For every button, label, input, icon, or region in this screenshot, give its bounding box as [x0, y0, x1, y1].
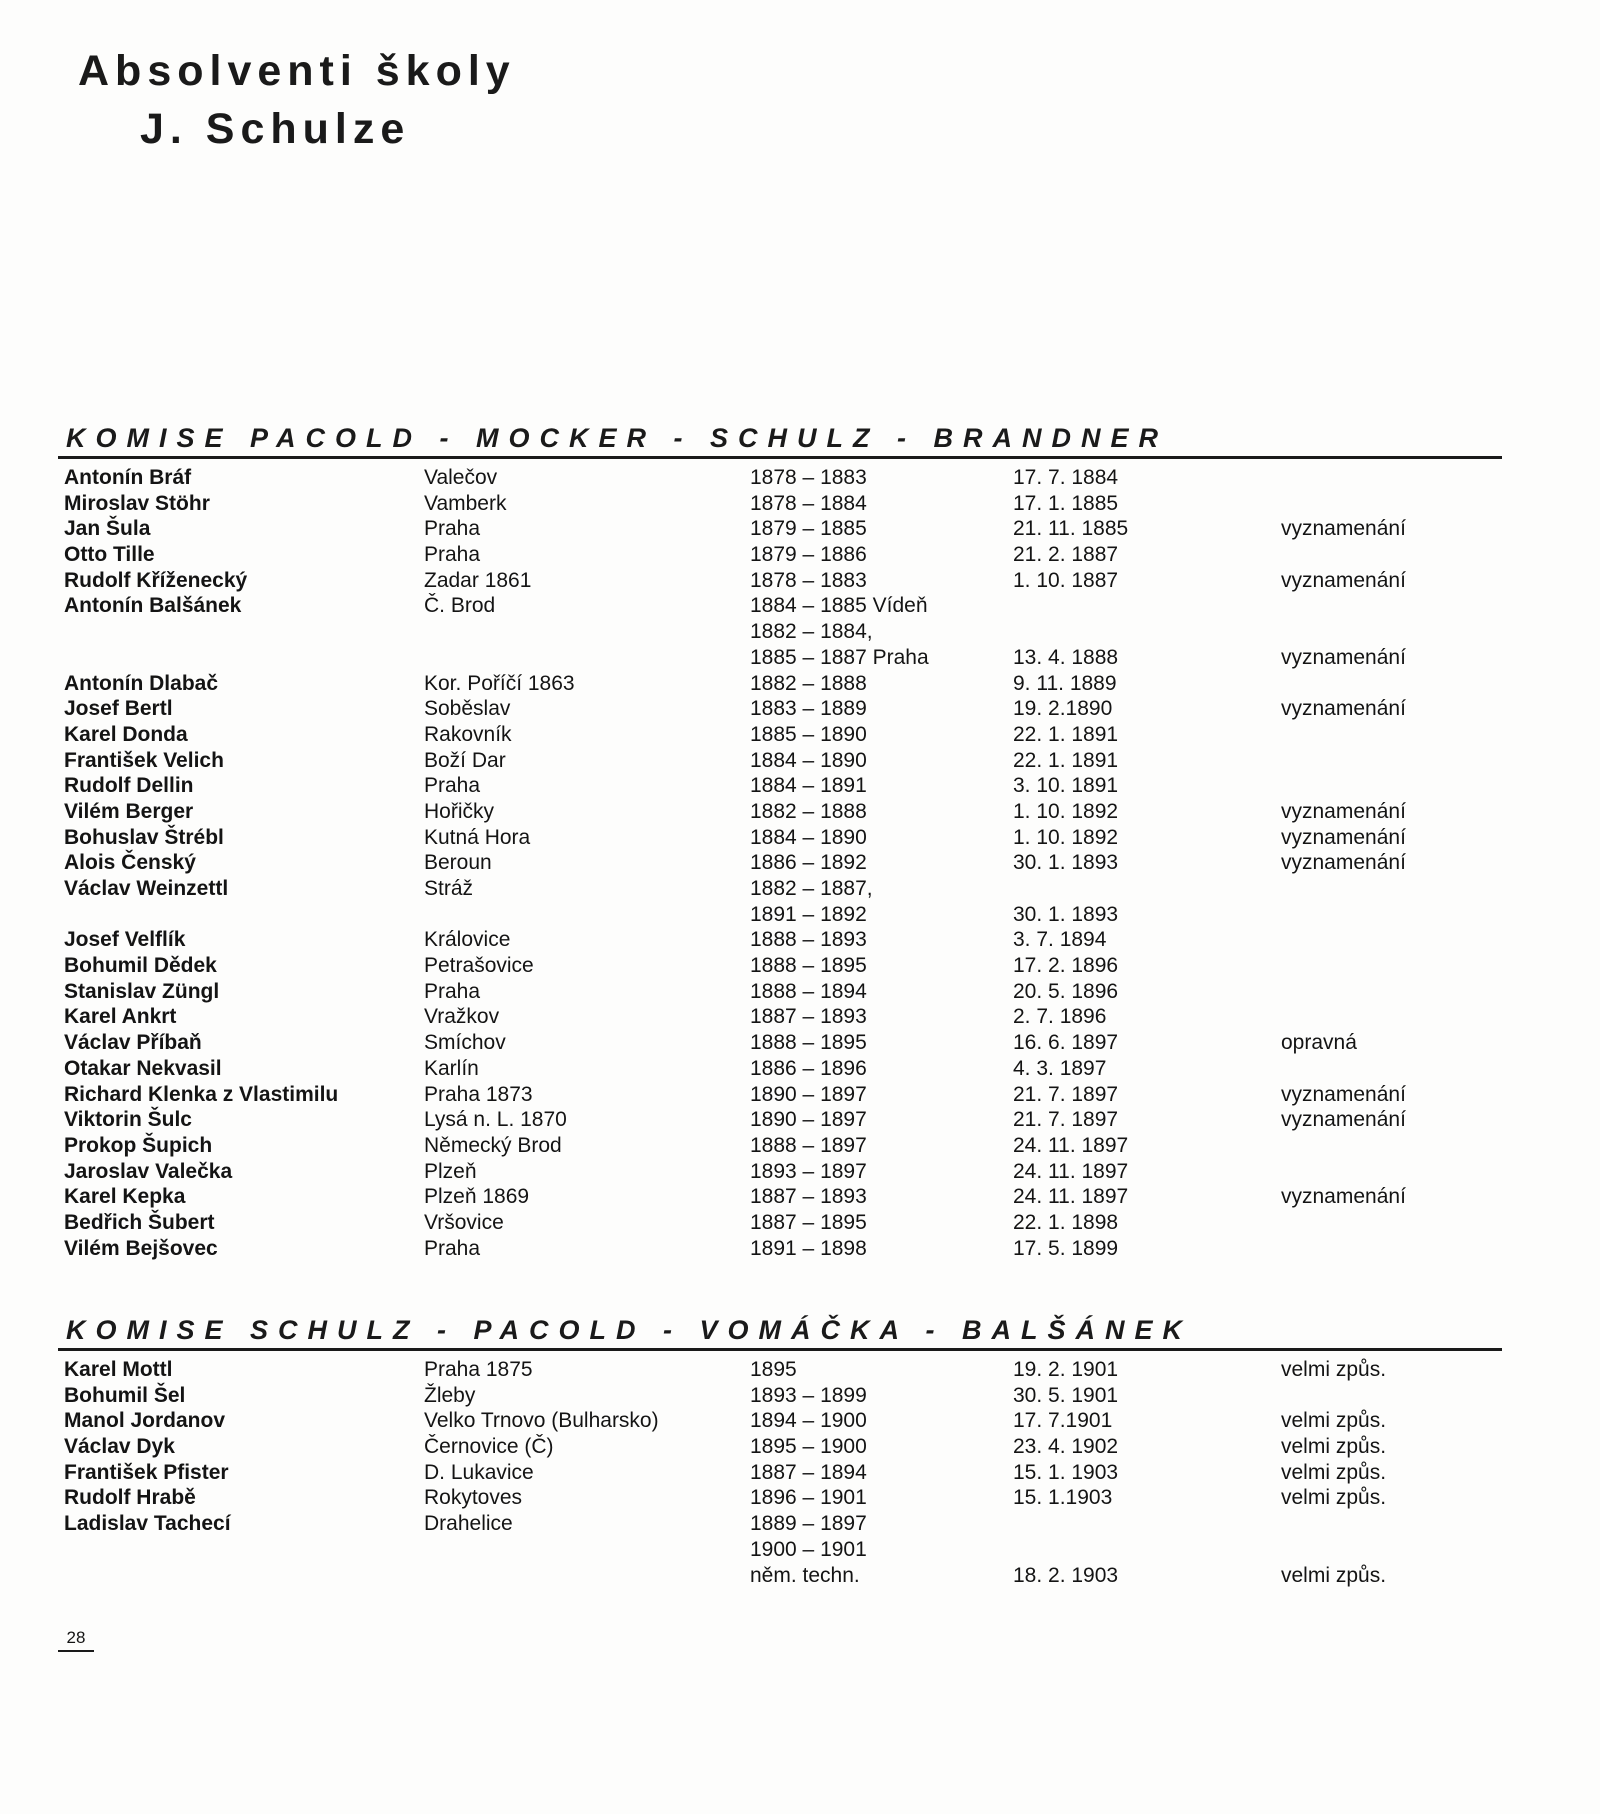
distinction: vyznamenání [1281, 1108, 1406, 1132]
distinction: vyznamenání [1281, 851, 1406, 875]
graduate-row [58, 748, 1502, 774]
exam-date: 30. 5. 1901 [1013, 1383, 1119, 1407]
graduate-row [58, 1133, 1502, 1159]
graduate-row [58, 1563, 1502, 1589]
graduate-name: Václav Příbaň [64, 1031, 202, 1055]
study-years: 1888 – 1895 [750, 954, 867, 978]
exam-date: 17. 7. 1884 [1013, 466, 1119, 489]
graduate-name: Rudolf Dellin [64, 774, 194, 798]
graduate-row [58, 1159, 1502, 1185]
commission-heading: KOMISE PACOLD - MOCKER - SCHULZ - BRANDNER [58, 420, 1502, 459]
commission-heading: KOMISE SCHULZ - PACOLD - VOMÁČKA - BALŠÁNEK [58, 1312, 1502, 1351]
commission-section-2 [58, 1312, 1502, 1588]
study-years: 1878 – 1883 [750, 568, 867, 592]
study-years: 1888 – 1893 [750, 928, 867, 952]
commission-section-1 [58, 420, 1502, 1261]
exam-date: 21. 11. 1885 [1013, 517, 1129, 541]
graduate-name: Vilém Bejšovec [64, 1236, 218, 1260]
graduate-row [58, 927, 1502, 953]
birthplace: Drahelice [424, 1512, 513, 1536]
graduate-name: Vilém Berger [64, 799, 194, 823]
exam-date: 21. 7. 1897 [1013, 1108, 1119, 1132]
distinction: vyznamenání [1281, 568, 1406, 592]
study-years: 1885 – 1887 Praha [750, 645, 929, 669]
study-years: 1878 – 1883 [750, 466, 867, 489]
distinction: vyznamenání [1281, 645, 1406, 669]
graduate-name: Antonín Bráf [64, 466, 192, 489]
study-years: 1883 – 1889 [750, 697, 867, 721]
birthplace: Německý Brod [424, 1133, 562, 1157]
study-years: 1885 – 1890 [750, 722, 867, 746]
graduate-name: Karel Mottl [64, 1358, 173, 1381]
birthplace: Vražkov [424, 1005, 500, 1029]
graduate-name: Václav Dyk [64, 1435, 175, 1459]
birthplace: Královice [424, 928, 511, 952]
graduate-name: Václav Weinzettl [64, 877, 229, 900]
graduate-row [58, 1030, 1502, 1056]
birthplace: Rokytoves [424, 1486, 523, 1510]
study-years: 1888 – 1897 [750, 1133, 867, 1157]
graduate-name: Karel Donda [64, 722, 188, 746]
birthplace: Hořičky [424, 799, 495, 823]
exam-date: 17. 2. 1896 [1013, 954, 1119, 978]
graduate-row [58, 953, 1502, 979]
graduate-row [58, 491, 1502, 517]
graduate-name: Karel Ankrt [64, 1005, 177, 1029]
study-years: 1887 – 1894 [750, 1460, 867, 1484]
study-years: 1882 – 1887, [750, 877, 873, 900]
birthplace: Č. Brod [424, 594, 496, 618]
graduate-row [58, 1056, 1502, 1082]
birthplace: Kor. Poříčí 1863 [424, 671, 575, 695]
distinction: vyznamenání [1281, 697, 1406, 721]
distinction: vyznamenání [1281, 799, 1406, 823]
graduate-name: Antonín Balšánek [64, 594, 242, 618]
birthplace: Soběslav [424, 697, 511, 721]
birthplace: Valečov [424, 466, 498, 489]
graduate-name: Miroslav Stöhr [64, 491, 210, 515]
study-years: něm. techn. [750, 1563, 860, 1587]
birthplace: Karlín [424, 1056, 479, 1080]
birthplace: Praha 1875 [424, 1358, 533, 1381]
birthplace: Praha [424, 1236, 481, 1260]
distinction: opravná [1281, 1031, 1357, 1055]
distinction: velmi způs. [1281, 1409, 1387, 1433]
graduate-row [58, 465, 1502, 491]
graduate-name: Bohuslav Štrébl [64, 825, 224, 849]
graduate-name: Bohumil Dědek [64, 954, 217, 978]
distinction: velmi způs. [1281, 1358, 1387, 1381]
graduates-list [58, 465, 1502, 1261]
graduate-row [58, 1434, 1502, 1460]
exam-date: 16. 6. 1897 [1013, 1031, 1119, 1055]
graduate-name: Ladislav Tachecí [64, 1512, 231, 1536]
graduate-name: Jaroslav Valečka [64, 1159, 233, 1183]
birthplace: Praha [424, 517, 481, 541]
graduate-name: Viktorin Šulc [64, 1108, 192, 1132]
study-years: 1888 – 1894 [750, 979, 867, 1003]
study-years: 1882 – 1888 [750, 671, 867, 695]
exam-date: 23. 4. 1902 [1013, 1435, 1119, 1459]
graduate-row [58, 671, 1502, 697]
exam-date: 15. 1.1903 [1013, 1486, 1113, 1510]
study-years: 1889 – 1897 [750, 1512, 867, 1536]
graduate-name: Alois Čenský [64, 851, 196, 875]
graduate-row [58, 1537, 1502, 1563]
page-number: 28 [58, 1628, 94, 1652]
distinction: velmi způs. [1281, 1460, 1387, 1484]
graduate-name: Richard Klenka z Vlastimilu [64, 1082, 339, 1106]
distinction: vyznamenání [1281, 1185, 1406, 1209]
graduate-row [58, 850, 1502, 876]
exam-date: 18. 2. 1903 [1013, 1563, 1119, 1587]
birthplace: Vamberk [424, 491, 507, 515]
distinction: velmi způs. [1281, 1435, 1387, 1459]
graduate-name: Otakar Nekvasil [64, 1056, 222, 1080]
exam-date: 20. 5. 1896 [1013, 979, 1119, 1003]
graduate-row [58, 825, 1502, 851]
study-years: 1888 – 1895 [750, 1031, 867, 1055]
graduate-name: Manol Jordanov [64, 1409, 226, 1433]
graduate-name: Josef Velflík [64, 928, 186, 952]
birthplace: Praha [424, 543, 481, 567]
graduate-name: Rudolf Hrabě [64, 1486, 196, 1510]
exam-date: 13. 4. 1888 [1013, 645, 1119, 669]
graduate-name: Bohumil Šel [64, 1383, 186, 1407]
graduate-row [58, 1485, 1502, 1511]
study-years: 1882 – 1888 [750, 799, 867, 823]
birthplace: Praha [424, 774, 481, 798]
exam-date: 1. 10. 1892 [1013, 799, 1119, 823]
exam-date: 3. 7. 1894 [1013, 928, 1107, 952]
exam-date: 19. 2. 1901 [1013, 1358, 1119, 1381]
study-years: 1886 – 1896 [750, 1056, 867, 1080]
study-years: 1887 – 1893 [750, 1005, 867, 1029]
study-years: 1890 – 1897 [750, 1108, 867, 1132]
birthplace: Boží Dar [424, 748, 506, 772]
exam-date: 4. 3. 1897 [1013, 1056, 1107, 1080]
exam-date: 21. 7. 1897 [1013, 1082, 1119, 1106]
exam-date: 30. 1. 1893 [1013, 902, 1119, 926]
exam-date: 24. 11. 1897 [1013, 1185, 1129, 1209]
graduate-row [58, 876, 1502, 902]
exam-date: 24. 11. 1897 [1013, 1159, 1129, 1183]
graduate-name: Bedřich Šubert [64, 1210, 215, 1234]
study-years: 1891 – 1892 [750, 902, 867, 926]
graduate-row [58, 568, 1502, 594]
graduate-row [58, 1107, 1502, 1133]
exam-date: 15. 1. 1903 [1013, 1460, 1119, 1484]
exam-date: 1. 10. 1892 [1013, 825, 1119, 849]
birthplace: Žleby [424, 1383, 476, 1407]
graduate-row [58, 1004, 1502, 1030]
graduate-row [58, 722, 1502, 748]
study-years: 1896 – 1901 [750, 1486, 867, 1510]
exam-date: 30. 1. 1893 [1013, 851, 1119, 875]
graduate-row [58, 1210, 1502, 1236]
page-title [78, 42, 516, 158]
birthplace: Beroun [424, 851, 492, 875]
study-years: 1884 – 1885 Vídeň [750, 594, 928, 618]
study-years: 1886 – 1892 [750, 851, 867, 875]
birthplace: Stráž [424, 877, 474, 900]
birthplace: D. Lukavice [424, 1460, 534, 1484]
graduate-row [58, 542, 1502, 568]
birthplace: Praha 1873 [424, 1082, 533, 1106]
study-years: 1890 – 1897 [750, 1082, 867, 1106]
study-years: 1887 – 1895 [750, 1210, 867, 1234]
birthplace: Vršovice [424, 1210, 504, 1234]
study-years: 1884 – 1890 [750, 748, 867, 772]
graduate-row [58, 696, 1502, 722]
graduate-name: František Velich [64, 748, 224, 772]
graduate-row [58, 1511, 1502, 1537]
graduate-row [58, 1184, 1502, 1210]
graduate-name: Stanislav Züngl [64, 979, 220, 1003]
study-years: 1878 – 1884 [750, 491, 867, 515]
graduate-name: Jan Šula [64, 517, 151, 541]
graduate-row [58, 1082, 1502, 1108]
exam-date: 24. 11. 1897 [1013, 1133, 1129, 1157]
study-years: 1893 – 1897 [750, 1159, 867, 1183]
graduate-row [58, 773, 1502, 799]
graduate-name: Karel Kepka [64, 1185, 186, 1209]
distinction: vyznamenání [1281, 1082, 1406, 1106]
birthplace: Lysá n. L. 1870 [424, 1108, 567, 1132]
graduates-list [58, 1357, 1502, 1588]
exam-date: 17. 1. 1885 [1013, 491, 1119, 515]
birthplace: Smíchov [424, 1031, 506, 1055]
graduate-row [58, 902, 1502, 928]
graduate-row [58, 1408, 1502, 1434]
study-years: 1882 – 1884, [750, 620, 873, 644]
birthplace: Velko Trnovo (Bulharsko) [424, 1409, 659, 1433]
distinction: velmi způs. [1281, 1563, 1387, 1587]
graduate-row [58, 1236, 1502, 1262]
study-years: 1884 – 1890 [750, 825, 867, 849]
exam-date: 21. 2. 1887 [1013, 543, 1119, 567]
exam-date: 17. 7.1901 [1013, 1409, 1113, 1433]
title-line-1: Absolventi školy [78, 47, 516, 95]
graduate-name: Josef Bertl [64, 697, 173, 721]
study-years: 1894 – 1900 [750, 1409, 867, 1433]
birthplace: Petrašovice [424, 954, 534, 978]
distinction: velmi způs. [1281, 1486, 1387, 1510]
exam-date: 19. 2.1890 [1013, 697, 1113, 721]
distinction: vyznamenání [1281, 825, 1406, 849]
graduate-row [58, 1357, 1502, 1383]
exam-date: 22. 1. 1891 [1013, 748, 1119, 772]
graduate-row [58, 619, 1502, 645]
graduate-row [58, 979, 1502, 1005]
study-years: 1900 – 1901 [750, 1537, 867, 1561]
graduate-row [58, 799, 1502, 825]
exam-date: 1. 10. 1887 [1013, 568, 1119, 592]
study-years: 1895 [750, 1358, 797, 1381]
birthplace: Kutná Hora [424, 825, 531, 849]
birthplace: Zadar 1861 [424, 568, 532, 592]
title-line-2: J. Schulze [140, 105, 411, 153]
study-years: 1887 – 1893 [750, 1185, 867, 1209]
graduate-name: František Pfister [64, 1460, 229, 1484]
exam-date: 2. 7. 1896 [1013, 1005, 1107, 1029]
birthplace: Praha [424, 979, 481, 1003]
graduate-name: Prokop Šupich [64, 1133, 213, 1157]
birthplace: Plzeň 1869 [424, 1185, 530, 1209]
birthplace: Plzeň [424, 1159, 477, 1183]
graduate-row [58, 1460, 1502, 1486]
study-years: 1891 – 1898 [750, 1236, 867, 1260]
graduate-name: Antonín Dlabač [64, 671, 219, 695]
graduate-row [58, 1383, 1502, 1409]
study-years: 1893 – 1899 [750, 1383, 867, 1407]
graduate-name: Otto Tille [64, 543, 155, 567]
exam-date: 17. 5. 1899 [1013, 1236, 1119, 1260]
graduate-row [58, 516, 1502, 542]
graduate-row [58, 593, 1502, 619]
birthplace: Rakovník [424, 722, 512, 746]
study-years: 1895 – 1900 [750, 1435, 867, 1459]
study-years: 1884 – 1891 [750, 774, 867, 798]
exam-date: 22. 1. 1898 [1013, 1210, 1119, 1234]
birthplace: Černovice (Č) [424, 1435, 554, 1459]
study-years: 1879 – 1886 [750, 543, 867, 567]
graduate-name: Rudolf Kříženecký [64, 568, 248, 592]
distinction: vyznamenání [1281, 517, 1406, 541]
exam-date: 3. 10. 1891 [1013, 774, 1119, 798]
study-years: 1879 – 1885 [750, 517, 867, 541]
graduate-row [58, 645, 1502, 671]
exam-date: 9. 11. 1889 [1013, 671, 1117, 695]
exam-date: 22. 1. 1891 [1013, 722, 1119, 746]
